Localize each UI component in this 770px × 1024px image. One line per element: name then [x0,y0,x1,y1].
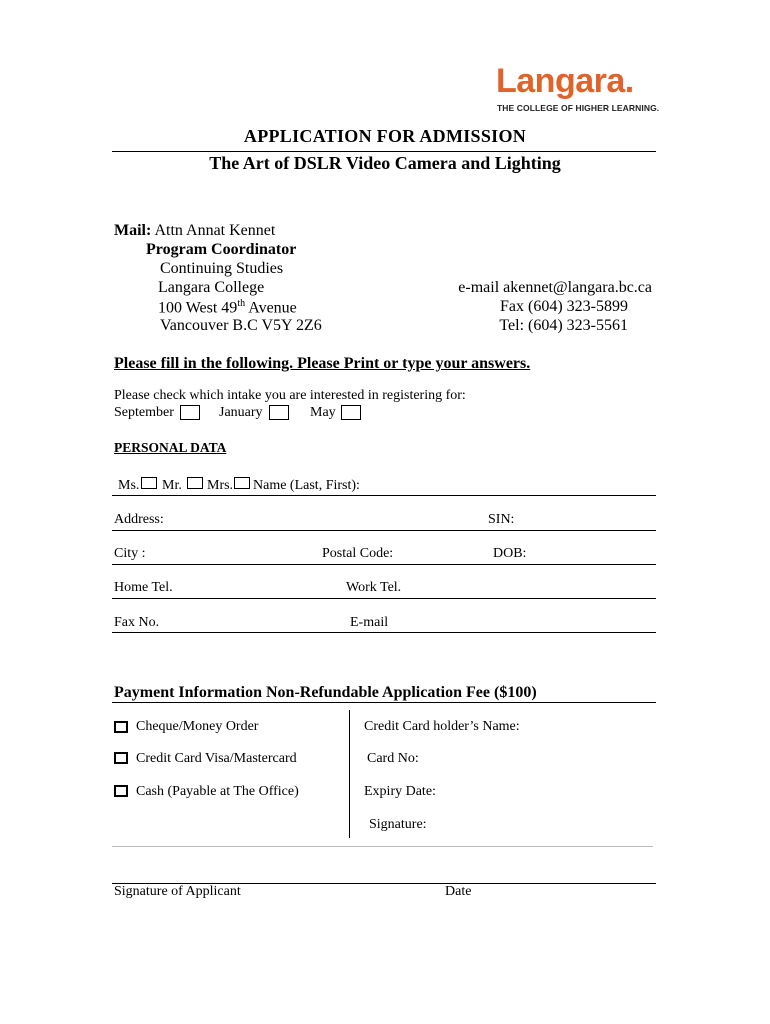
card-number-label: Card No: [367,751,419,766]
payment-divider [112,702,656,703]
mail-label: Mail: [114,222,152,239]
title-mrs-checkbox[interactable] [234,477,250,489]
title-ms-checkbox[interactable] [141,477,157,489]
mail-attn: Attn Annat Kennet [154,222,276,239]
payment-cash-label: Cash (Payable at The Office) [136,784,299,799]
city-label: City : [114,546,146,561]
payment-column-divider [349,710,350,838]
date-label: Date [445,884,472,899]
contact-fax: Fax (604) 323-5899 [500,298,628,315]
mail-dept: Continuing Studies [160,260,284,277]
mail-city: Vancouver B.C V5Y 2Z6 [160,317,322,334]
fax-label: Fax No. [114,615,160,630]
card-expiry-label: Expiry Date: [364,784,436,799]
email-label: E-mail [350,615,389,630]
title-mr-checkbox[interactable] [187,477,203,489]
title-divider [112,151,656,152]
mail-street: 100 West 49th Avenue [158,298,297,317]
intake-january-checkbox[interactable] [269,405,289,420]
card-signature-label: Signature: [369,817,427,832]
intake-september-checkbox[interactable] [180,405,200,420]
card-holder-name-label: Credit Card holder’s Name: [364,719,520,734]
payment-cash-checkbox[interactable] [114,785,128,797]
fax-field-line[interactable] [112,632,656,633]
intake-september-label: September [114,405,174,420]
payment-cheque-checkbox[interactable] [114,721,128,733]
city-field-line[interactable] [112,564,656,565]
mail-role: Program Coordinator [146,241,297,258]
intake-may-label: May [310,405,336,420]
intake-prompt: Please check which intake you are interested in registering for: [114,388,466,403]
signature-of-applicant-label: Signature of Applicant [114,884,241,899]
title-mrs-label: Mrs. [207,478,234,493]
course-title: The Art of DSLR Video Camera and Lighting [209,153,561,173]
dob-label: DOB: [493,546,527,561]
tel-field-line[interactable] [112,598,656,599]
payment-bottom-divider [112,846,653,847]
payment-credit-card-checkbox[interactable] [114,752,128,764]
langara-logo: Langara. [496,62,634,100]
form-title: APPLICATION FOR ADMISSION [243,126,527,146]
personal-data-heading: PERSONAL DATA [114,440,227,455]
name-label: Name (Last, First): [253,478,360,493]
address-label: Address: [114,512,164,527]
intake-may-checkbox[interactable] [341,405,361,420]
payment-cheque-label: Cheque/Money Order [136,719,259,734]
mail-college: Langara College [158,279,265,296]
instructions: Please fill in the following. Please Print or type your answers. [114,355,531,372]
work-tel-label: Work Tel. [346,580,402,595]
home-tel-label: Home Tel. [114,580,173,595]
contact-email[interactable]: e-mail akennet@langara.bc.ca [458,279,652,296]
intake-january-label: January [219,405,263,420]
mail-attn-line [114,222,275,240]
contact-tel: Tel: (604) 323-5561 [499,317,628,334]
address-field-line[interactable] [112,530,656,531]
sin-label: SIN: [488,512,515,527]
postal-code-label: Postal Code: [322,546,394,561]
payment-heading: Payment Information Non-Refundable Application Fee ($100) [114,684,537,701]
logo-tagline: THE COLLEGE OF HIGHER LEARNING. [497,103,660,113]
name-field-line[interactable] [112,495,656,496]
title-mr-label: Mr. [162,478,182,493]
title-ms-label: Ms. [118,478,140,493]
payment-credit-card-label: Credit Card Visa/Mastercard [136,751,297,766]
